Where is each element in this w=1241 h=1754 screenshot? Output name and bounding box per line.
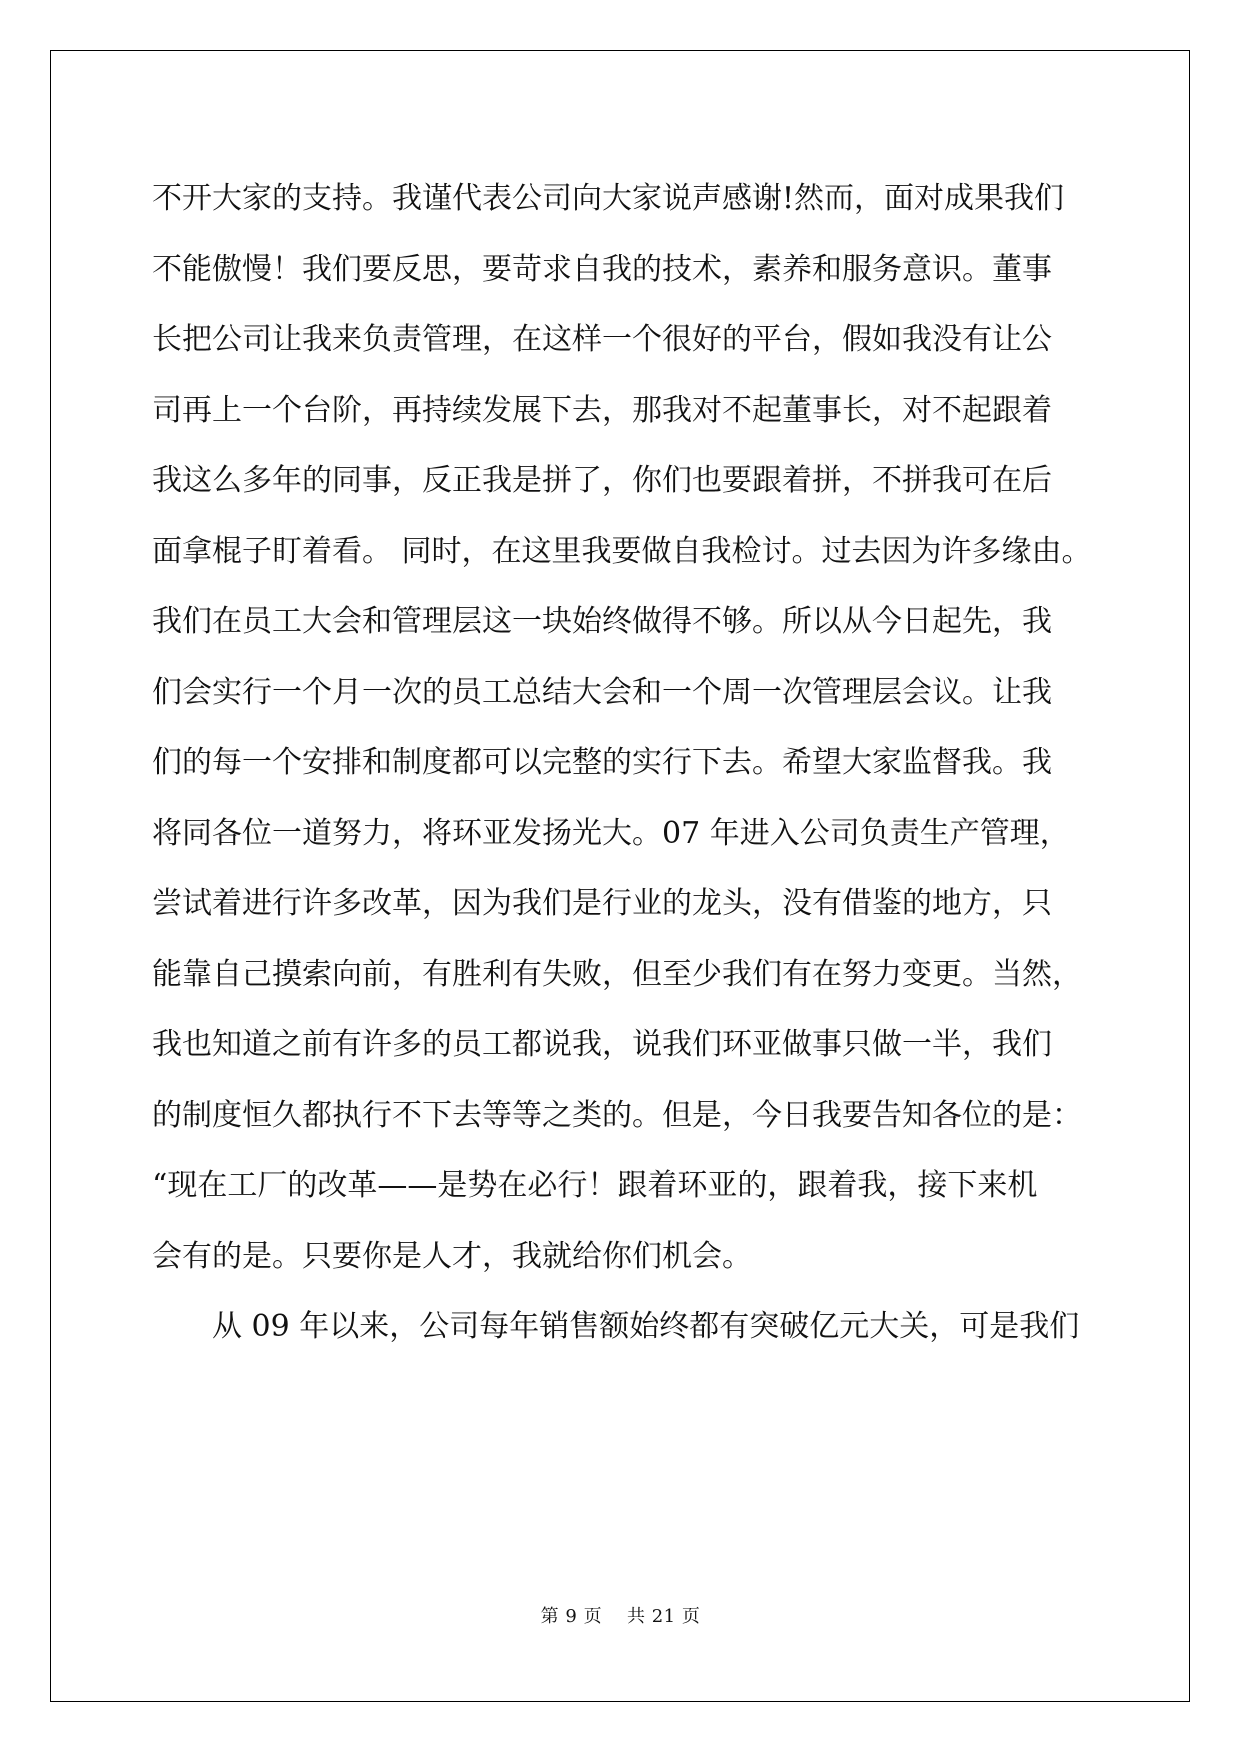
- text-line: 的制度恒久都执行不下去等等之类的。但是，今日我要告知各位的是：: [152, 1097, 1082, 1133]
- text-line: 长把公司让我来负责管理，在这样一个很好的平台，假如我没有让公: [152, 322, 1052, 357]
- paragraph: [152, 1292, 1092, 1363]
- paragraph: [152, 164, 1092, 1292]
- text-line: 会有的是。只要你是人才，我就给你们机会。: [152, 1238, 752, 1274]
- text-line: 将同各位一道努力，将环亚发扬光大。07 年进入公司负责生产管理，: [152, 815, 1070, 851]
- page-number: 第 9 页: [540, 1606, 603, 1627]
- text-line: “现在工厂的改革——是势在必行！跟着环亚的，跟着我，接下来机: [152, 1168, 1038, 1203]
- page-footer: [0, 1602, 1241, 1628]
- page-total: 共 21 页: [626, 1606, 701, 1627]
- text-line: 能靠自己摸索向前，有胜利有失败，但至少我们有在努力变更。当然，: [152, 956, 1082, 992]
- text-line: 们会实行一个月一次的员工总结大会和一个周一次管理层会议。让我: [152, 674, 1052, 710]
- document-body: [152, 164, 1092, 1363]
- text-line: 尝试着进行许多改革，因为我们是行业的龙头，没有借鉴的地方，只: [152, 886, 1052, 921]
- text-line: 我们在员工大会和管理层这一块始终做得不够。所以从今日起先，我: [152, 604, 1052, 639]
- text-line: 司再上一个台阶，再持续发展下去，那我对不起董事长，对不起跟着: [152, 392, 1052, 428]
- text-line: 面拿棍子盯着看。 同时，在这里我要做自我检讨。过去因为许多缘由。: [152, 533, 1092, 569]
- text-line: 不开大家的支持。我谨代表公司向大家说声感谢!然而，面对成果我们: [152, 181, 1065, 216]
- text-line: 我这么多年的同事，反正我是拼了，你们也要跟着拼，不拼我可在后: [152, 463, 1052, 498]
- text-line: 从 09 年以来，公司每年销售额始终都有突破亿元大关，可是我们: [212, 1309, 1080, 1344]
- text-line: 们的每一个安排和制度都可以完整的实行下去。希望大家监督我。我: [152, 745, 1052, 780]
- text-line: 不能傲慢！我们要反思，要苛求自我的技术，素养和服务意识。董事: [152, 251, 1052, 287]
- text-line: 我也知道之前有许多的员工都说我，说我们环亚做事只做一半，我们: [152, 1027, 1052, 1062]
